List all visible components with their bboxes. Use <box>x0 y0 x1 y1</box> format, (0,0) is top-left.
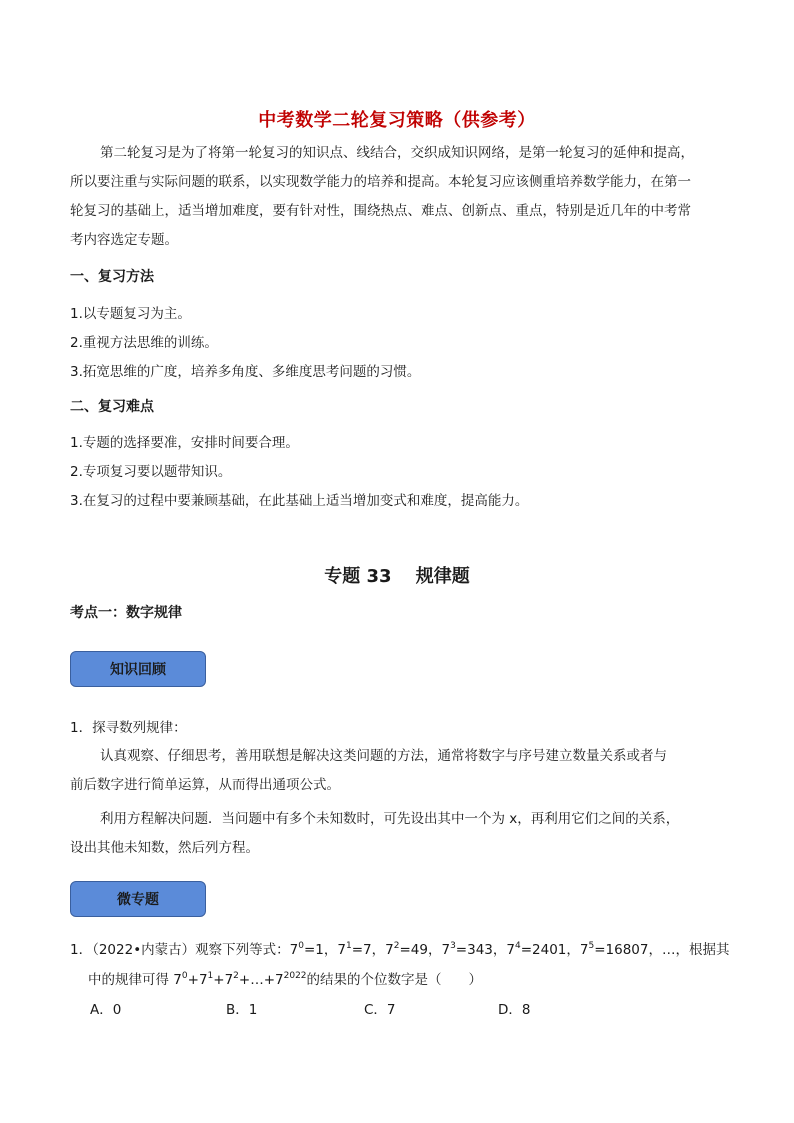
question-number: 1． <box>70 942 93 958</box>
option-d: D．8 <box>498 1002 531 1018</box>
difficulty-item-2: 2.专项复习要以题带知识。 <box>70 464 232 480</box>
micro-topic-label: 微专题 <box>117 892 159 908</box>
sum-term: $7^1+$ <box>198 971 225 988</box>
kaodian-heading: 考点一：数字规律 <box>70 605 182 621</box>
method-item-2: 2.重视方法思维的训练。 <box>70 335 218 351</box>
knowledge-line-1: 认真观察、仔细思考，善用联想是解决这类问题的方法，通常将数字与序号建立数量关系或者与 <box>100 748 667 764</box>
knowledge-review-label: 知识回顾 <box>110 662 166 678</box>
difficulty-item-3: 3.在复习的过程中要兼顾基础，在此基础上适当增加变式和难度，提高能力。 <box>70 493 529 509</box>
equality: $7^4=2401$， <box>506 941 580 958</box>
section-heading-difficulties: 二、复习难点 <box>70 399 154 415</box>
knowledge-point-title: 1．探寻数列规律： <box>70 720 187 736</box>
option-b: B．1 <box>226 1002 258 1018</box>
sum-term: $7^{2022}$ <box>275 971 307 988</box>
option-c: C．7 <box>364 1002 396 1018</box>
method-item-3: 3.拓宽思维的广度，培养多角度、多维度思考问题的习惯。 <box>70 364 421 380</box>
sum-term: $7^0+$ <box>173 971 199 988</box>
document-title: 中考数学二轮复习策略（供参考） <box>258 110 536 131</box>
intro-line-4: 考内容选定专题。 <box>70 232 178 248</box>
knowledge-line-4: 设出其他未知数，然后列方程。 <box>70 840 259 856</box>
question-line-1 <box>70 938 729 958</box>
topic-title: 专题 33 规律题 <box>324 566 470 587</box>
equality: $7^0=1$， <box>289 941 338 958</box>
micro-topic-box <box>70 881 206 917</box>
difficulty-item-1: 1.专题的选择要准，安排时间要合理。 <box>70 435 299 451</box>
question-line-2: 中的规律可得 $7^0+7^1+7^2+\dots+7^{2022}$的结果的个位数字是（ ） <box>88 971 483 988</box>
equality: $7^1=7$， <box>337 941 386 958</box>
intro-line-2: 所以要注重与实际问题的联系，以实现数学能力的培养和提高。本轮复习应该侧重培养数学能力，在第一 <box>70 174 691 190</box>
option-a: A．0 <box>90 1002 122 1018</box>
equality: $7^5=16807$， <box>579 941 662 958</box>
sum-term: $7^2+\dots+$ <box>224 971 276 988</box>
equality: $7^2=49$， <box>385 941 442 958</box>
intro-line-1: 第二轮复习是为了将第一轮复习的知识点、线结合，交织成知识网络，是第一轮复习的延伸和提高， <box>100 145 694 161</box>
section-heading-methods: 一、复习方法 <box>70 269 154 285</box>
equality: $7^3=343$， <box>441 941 507 958</box>
method-item-1: 1.以专题复习为主。 <box>70 306 191 322</box>
question-source: （2022•内蒙古）观察下列等式： <box>92 942 290 958</box>
knowledge-line-3: 利用方程解决问题．当问题中有多个未知数时，可先设出其中一个为 x，再利用它们之间的关系， <box>100 811 680 827</box>
question-tail: …，根据其 <box>661 942 730 958</box>
knowledge-line-2: 前后数字进行简单运算，从而得出通项公式。 <box>70 777 340 793</box>
intro-line-3: 轮复习的基础上，适当增加难度，要有针对性，围绕热点、难点、创新点、重点，特别是近几年的中考常 <box>70 203 691 219</box>
knowledge-review-box <box>70 651 206 687</box>
